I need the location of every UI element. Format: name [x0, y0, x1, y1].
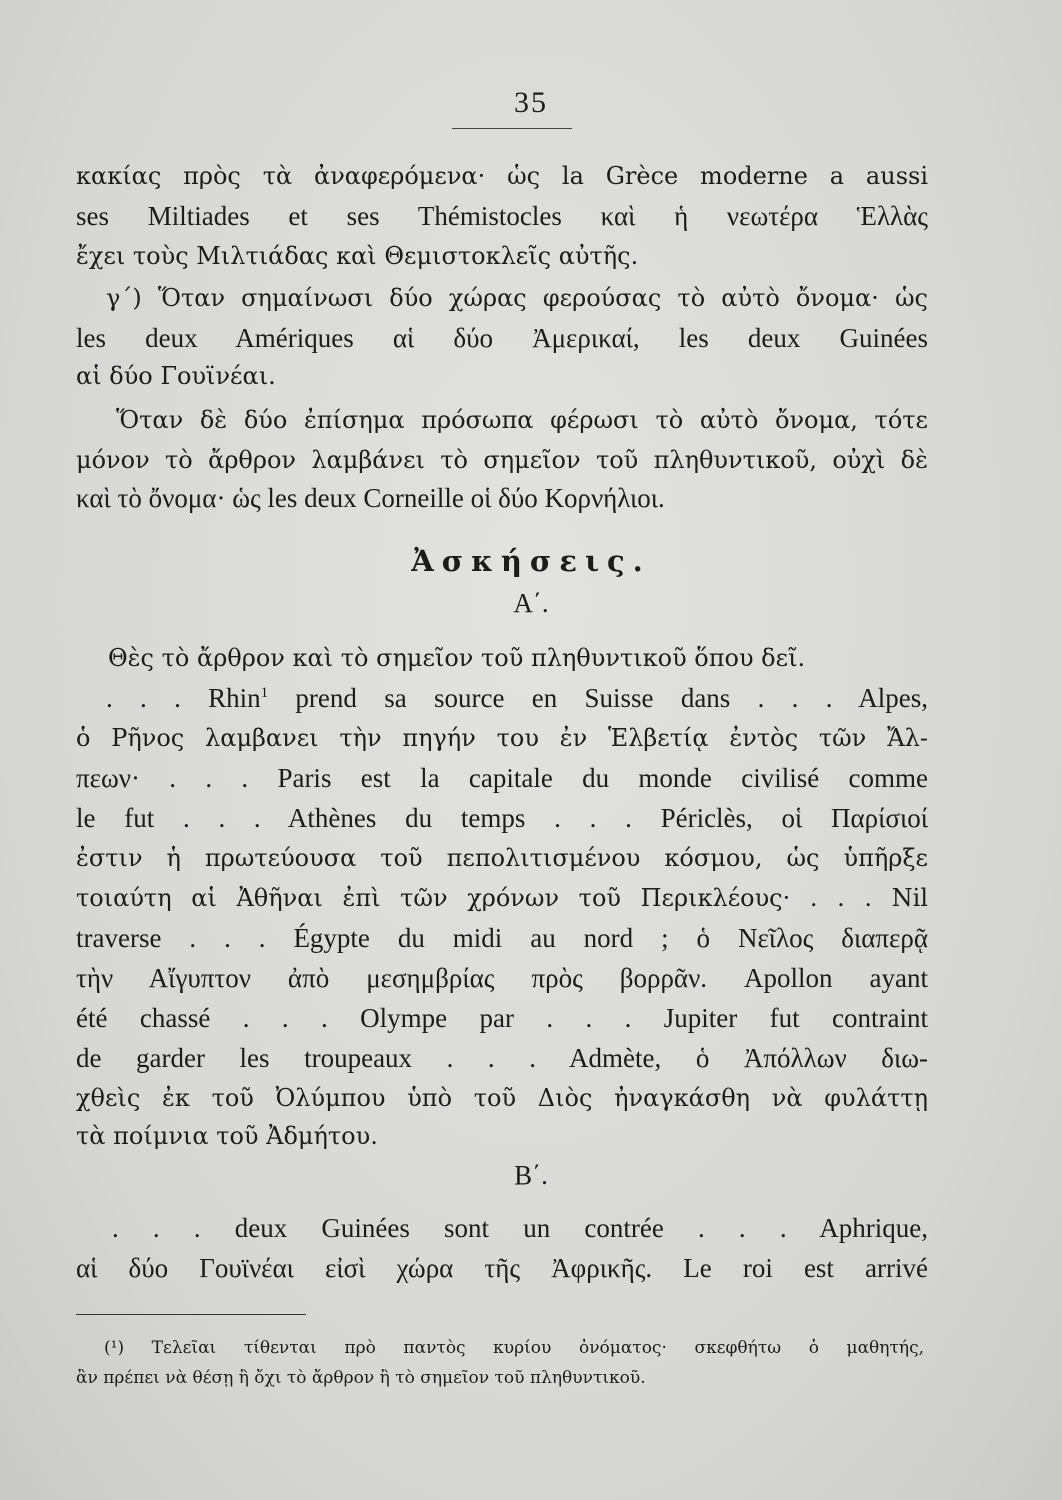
footnote-marker: 1	[260, 685, 269, 701]
rhin-text: . . . Rhin	[106, 683, 261, 713]
text-line: . . . deux Guinées sont un contrée . . . Aphrique,	[112, 1213, 928, 1243]
text-line: Θὲς τὸ ἄρθρον καὶ τὸ σημεῖον τοῦ πληθυντικοῦ ὅπου δεῖ.	[108, 644, 806, 672]
footnote-rule	[76, 1314, 306, 1315]
footnote-line: ἂν πρέπει νὰ θέσῃ ἢ ὄχι τὸ ἄρθρον ἢ τὸ σημεῖον τοῦ πληθυντικοῦ.	[76, 1368, 646, 1388]
text-line: κακίας πρὸς τὰ ἀναφερόμενα· ὡς la Grèce moderne a aussi	[76, 162, 928, 190]
text-line: ὁ Ρῆνος λαμβανει τὴν πηγήν του ἐν Ἑλβετίᾳ ἐντὸς τῶν Ἄλ-	[76, 724, 928, 752]
text-line: traverse . . . Égypte du midi au nord ; ὁ Νεῖλος διαπερᾷ	[76, 923, 928, 953]
text-line: ἐστιν ἡ πρωτεύουσα τοῦ πεπολιτισμένου κόσμου, ὡς ὑπῆρξε	[76, 844, 928, 872]
section-a-label: Α΄.	[513, 588, 549, 618]
section-b-label: Β΄.	[514, 1160, 548, 1190]
footnote-line: (¹) Τελεῖαι τίθενται πρὸ παντὸς κυρίου ὀνόματος· σκεφθήτω ὁ μαθητής,	[104, 1338, 924, 1358]
text-line: χθεὶς ἐκ τοῦ Ὀλύμπου ὑπὸ τοῦ Διὸς ἠναγκάσθη νὰ φυλάττῃ	[76, 1084, 928, 1112]
text-line	[106, 678, 928, 718]
text-line: de garder les troupeaux . . . Admète, ὁ Ἀπόλλων διω-	[76, 1043, 928, 1073]
text-line: αἱ δύο Γουϊνέαι εἰσὶ χώρα τῆς Ἀφρικῆς. Le roi est arrivé	[76, 1253, 928, 1283]
text-line: μόνον τὸ ἄρθρον λαμβάνει τὸ σημεῖον τοῦ πληθυντικοῦ, οὐχὶ δὲ	[76, 446, 928, 474]
text-line: ses Miltiades et ses Thémistocles καὶ ἡ νεωτέρα Ἑλλὰς	[76, 201, 928, 231]
text-line: γ΄) Ὅταν σημαίνωσι δύο χώρας φερούσας τὸ αὐτὸ ὄνομα· ὡς	[106, 284, 928, 312]
page-number: 35	[514, 86, 548, 119]
rhin-text-rest: prend sa source en Suisse dans . . . Alpes,	[268, 683, 928, 713]
text-line: τὴν Αἴγυπτον ἀπὸ μεσημβρίας πρὸς βορρᾶν. Apollon ayant	[76, 963, 928, 993]
exercises-heading: Ἀσκήσεις.	[411, 544, 651, 578]
text-line: αἱ δύο Γουϊνέαι.	[76, 362, 276, 390]
text-line: Ὅταν δὲ δύο ἐπίσημα πρόσωπα φέρωσι τὸ αὐτὸ ὄνομα, τότε	[116, 406, 928, 434]
text-line: été chassé . . . Olympe par . . . Jupiter fut contraint	[76, 1003, 928, 1033]
text-line: τοιαύτη αἱ Ἀθῆναι ἐπὶ τῶν χρόνων τοῦ Περικλέους· . . . Nil	[76, 884, 928, 912]
text-line: τὰ ποίμνια τοῦ Ἀδμήτου.	[76, 1122, 378, 1150]
text-line: πεων· . . . Paris est la capitale du monde civilisé comme	[76, 763, 928, 793]
page-number-rule	[452, 128, 572, 129]
text-line: ἔχει τοὺς Μιλτιάδας καὶ Θεμιστοκλεῖς αὐτῆς.	[76, 242, 639, 270]
text-line: καὶ τὸ ὄνομα· ὡς les deux Corneille οἱ δύο Κορνήλιοι.	[76, 483, 665, 513]
text-line: le fut . . . Athènes du temps . . . Périclès, οἱ Παρίσιοί	[76, 803, 928, 833]
text-line: les deux Amériques αἱ δύο Ἀμερικαί, les deux Guinées	[76, 323, 928, 353]
